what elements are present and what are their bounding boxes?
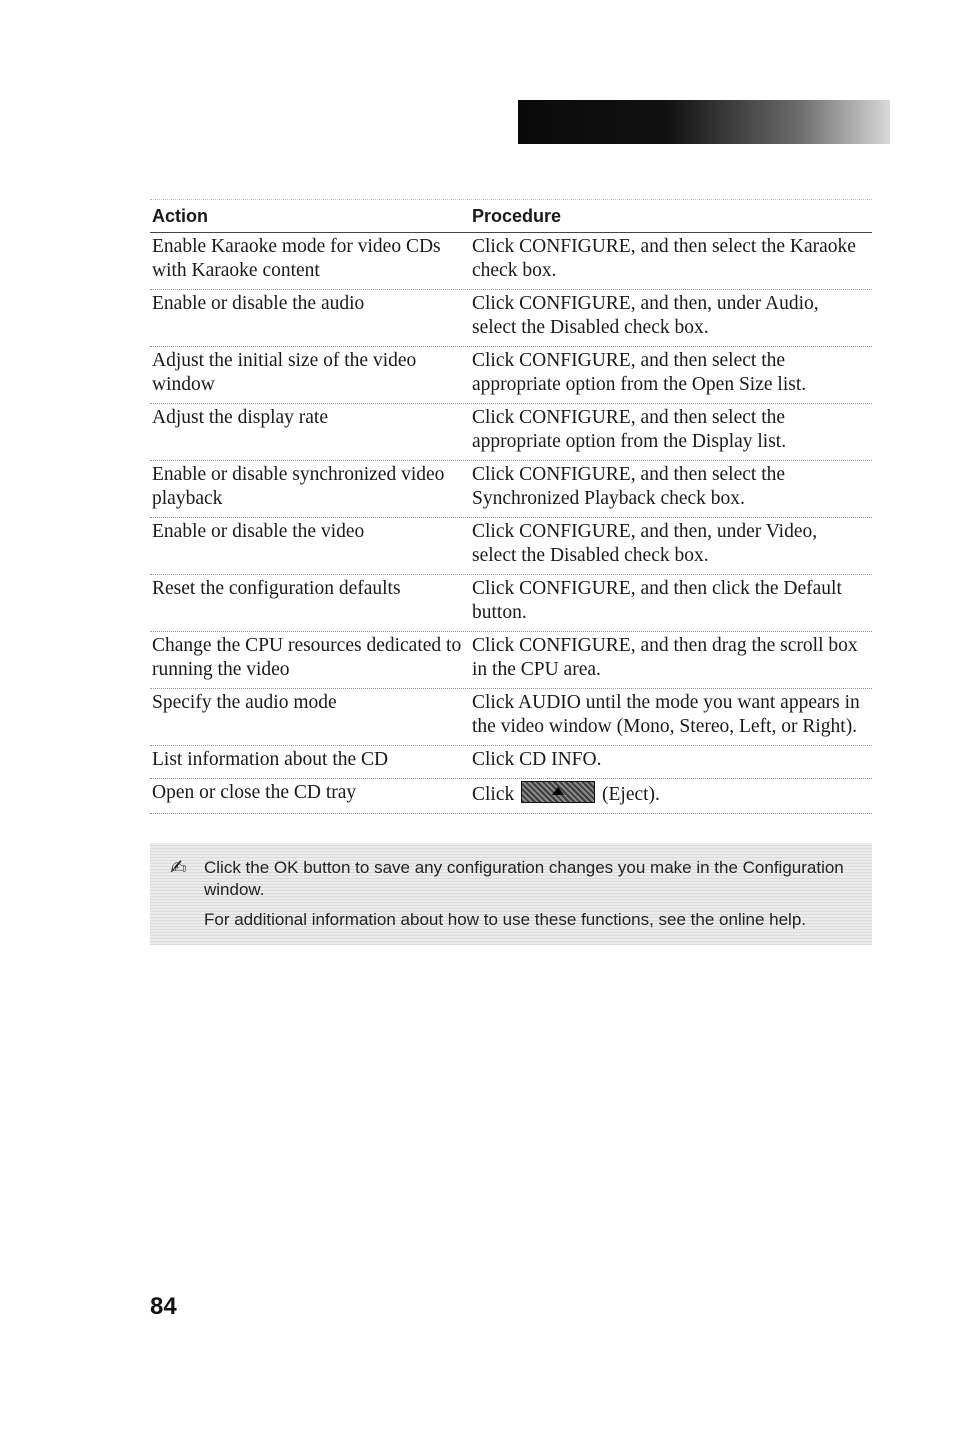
header-action: Action xyxy=(152,205,208,226)
table-row xyxy=(150,233,872,290)
row-procedure xyxy=(472,781,872,807)
row-action: Enable or disable the audio xyxy=(152,293,365,314)
row-action: Reset the configuration defaults xyxy=(152,578,401,599)
row-procedure: Click AUDIO until the mode you want appears in the video window (Mono, Stereo, Left, or Right). xyxy=(472,692,860,737)
row-procedure: Click CONFIGURE, and then select the appropriate option from the Display list. xyxy=(472,407,787,452)
note-line-2: For additional information about how to use these functions, see the online help. xyxy=(204,910,806,929)
table-row xyxy=(150,290,872,347)
table-row xyxy=(150,461,872,518)
row-procedure: Click CONFIGURE, and then click the Default button. xyxy=(472,578,842,623)
note-line-1: Click the OK button to save any configuration changes you make in the Configuration window. xyxy=(204,858,844,899)
row-procedure: Click CONFIGURE, and then, under Audio, select the Disabled check box. xyxy=(472,293,819,338)
procedure-suffix: (Eject). xyxy=(602,784,660,805)
row-action: Adjust the initial size of the video window xyxy=(152,350,417,395)
row-procedure: Click CONFIGURE, and then drag the scroll box in the CPU area. xyxy=(472,635,858,680)
pencil-note-icon: ✍ xyxy=(170,857,187,879)
table-row xyxy=(150,689,872,746)
row-action: List information about the CD xyxy=(152,749,389,770)
table-row xyxy=(150,779,872,814)
page-number: 84 xyxy=(150,1293,177,1320)
row-action: Enable or disable synchronized video playback xyxy=(152,464,445,509)
table-row xyxy=(150,404,872,461)
row-action: Adjust the display rate xyxy=(152,407,329,428)
table-row xyxy=(150,746,872,779)
note-box xyxy=(150,843,872,945)
row-action: Change the CPU resources dedicated to running the video xyxy=(152,635,462,680)
row-action: Open or close the CD tray xyxy=(152,782,357,803)
table-row xyxy=(150,575,872,632)
row-procedure: Click CONFIGURE, and then select the Karaoke check box. xyxy=(472,236,856,281)
row-action: Enable or disable the video xyxy=(152,521,365,542)
table-row xyxy=(150,518,872,575)
table-row xyxy=(150,347,872,404)
eject-button-icon xyxy=(521,781,595,803)
procedure-prefix: Click xyxy=(472,784,515,805)
row-procedure: Click CONFIGURE, and then select the Synchronized Playback check box. xyxy=(472,464,786,509)
table-row xyxy=(150,632,872,689)
row-procedure: Click CONFIGURE, and then, under Video, select the Disabled check box. xyxy=(472,521,818,566)
row-procedure: Click CONFIGURE, and then select the appropriate option from the Open Size list. xyxy=(472,350,807,395)
row-action: Specify the audio mode xyxy=(152,692,337,713)
table-header xyxy=(150,199,872,233)
row-action: Enable Karaoke mode for video CDs with Karaoke content xyxy=(152,236,441,281)
header-procedure: Procedure xyxy=(472,205,562,226)
header-bar-decoration xyxy=(518,100,890,144)
row-procedure: Click CD INFO. xyxy=(472,749,602,770)
action-procedure-table xyxy=(150,199,872,814)
